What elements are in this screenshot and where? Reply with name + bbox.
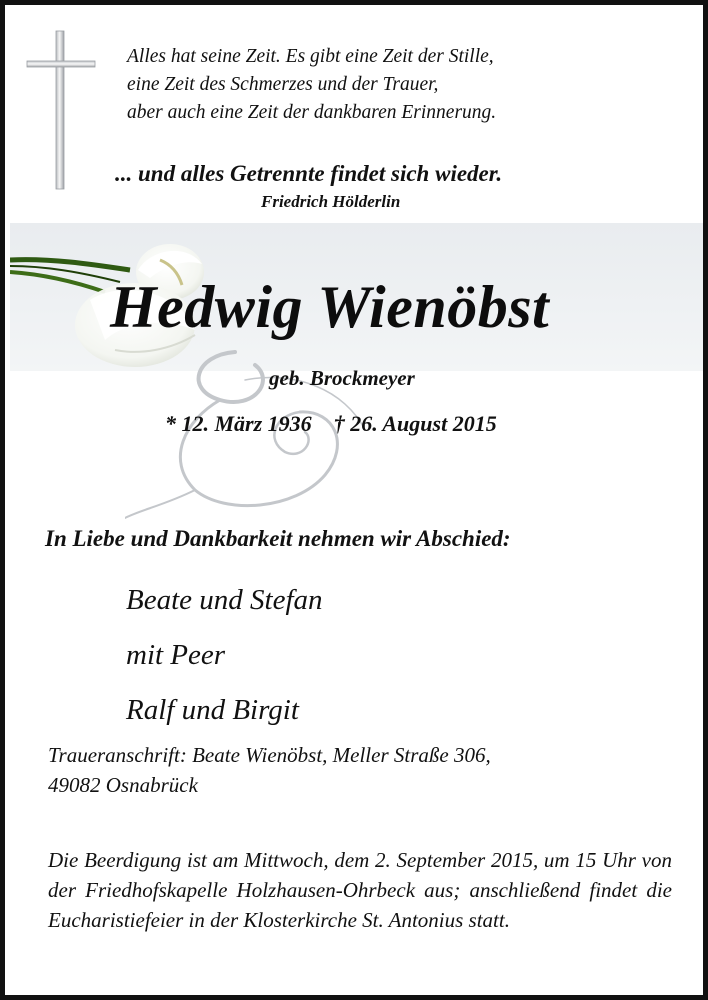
mourners-list: [126, 573, 323, 738]
mourner-name: mit Peer: [126, 639, 226, 671]
quote-author: Friedrich Hölderlin: [261, 192, 401, 211]
death-date: † 26. August 2015: [333, 411, 497, 436]
quote-line: eine Zeit des Schmerzes und der Trauer,: [127, 74, 439, 95]
farewell-heading: In Liebe und Dankbarkeit nehmen wir Abschied:: [45, 526, 511, 551]
quote-line: Alles hat seine Zeit. Es gibt eine Zeit der Stille,: [127, 46, 494, 67]
mourner-name: Ralf und Birgit: [126, 694, 299, 726]
quote-line: aber auch eine Zeit der dankbaren Erinnerung.: [127, 102, 497, 123]
quote-closing: ... und alles Getrennte findet sich wieder.: [115, 161, 503, 186]
cross-icon: [25, 29, 97, 191]
deceased-name: Hedwig Wienöbst: [110, 274, 550, 340]
address-line: 49082 Osnabrück: [48, 773, 198, 797]
address-line: Traueranschrift: Beate Wienöbst, Meller Straße 306,: [48, 743, 491, 767]
birth-date: * 12. März 1936: [165, 411, 312, 436]
funeral-details: Die Beerdigung ist am Mittwoch, dem 2. September 2015, um 15 Uhr von der Friedhofskapelle Holzhausen-Ohrbeck aus; anschließend findet die Eucharistiefeier in der Klosterkirche St. Antonius statt.: [48, 848, 672, 932]
life-dates: [165, 411, 519, 437]
mourner-name: Beate und Stefan: [126, 584, 323, 616]
maiden-name: geb. Brockmeyer: [269, 366, 415, 390]
quote: [127, 43, 687, 127]
mourning-address: [48, 740, 491, 800]
